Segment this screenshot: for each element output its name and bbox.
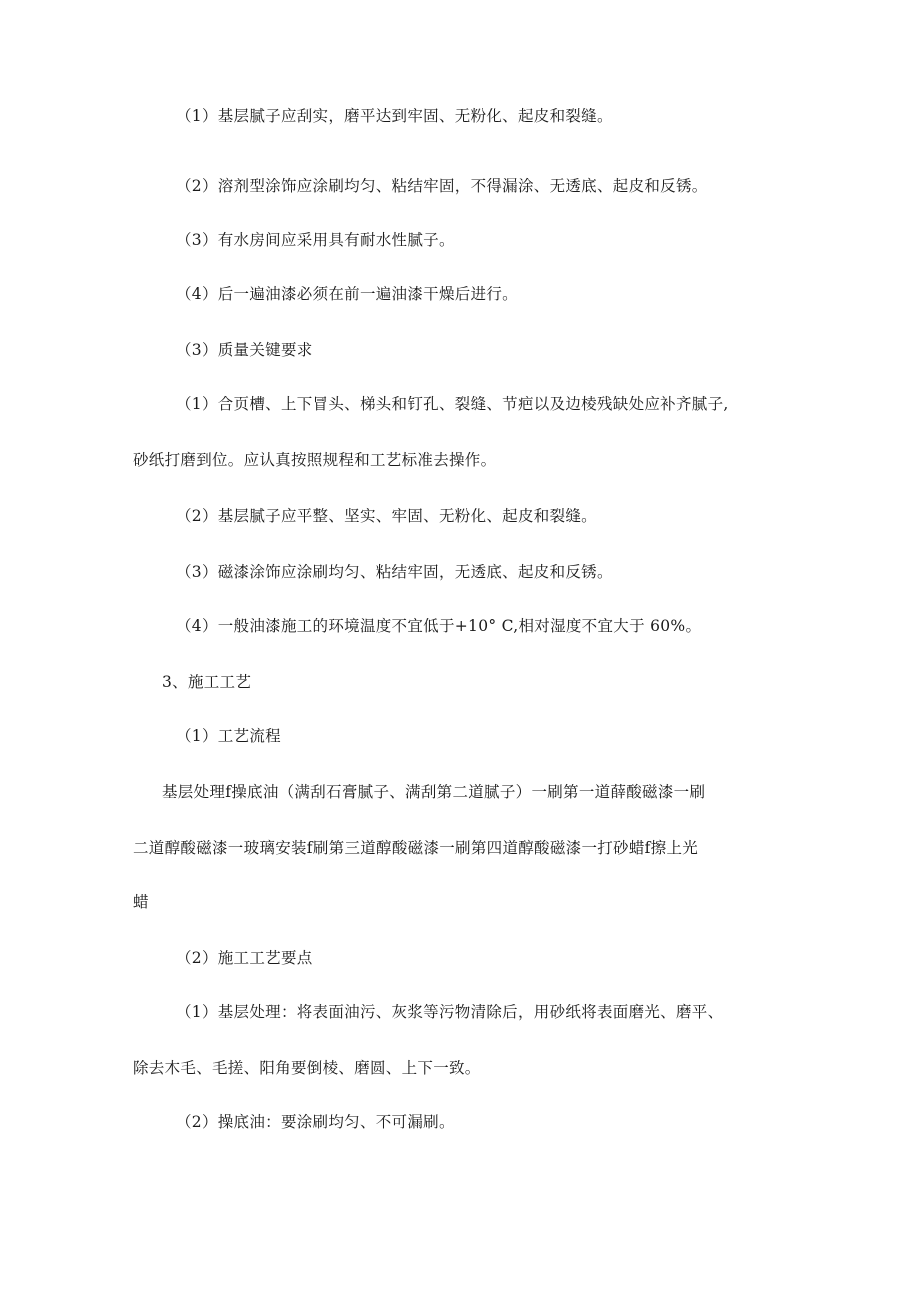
section-heading: （2）施工工艺要点 (176, 949, 313, 967)
paragraph-line: （3）磁漆涂饰应涂刷均匀、粘结牢固，无透底、起皮和反锈。 (176, 563, 613, 581)
paragraph-line: 除去木毛、毛搓、阳角要倒棱、磨圆、上下一致。 (133, 1059, 481, 1077)
paragraph-line: （1）基层处理：将表面油污、灰浆等污物清除后，用砂纸将表面磨光、磨平、 (176, 1003, 724, 1021)
paragraph-line: 砂纸打磨到位。应认真按照规程和工艺标准去操作。 (133, 451, 497, 469)
paragraph-line: （2）溶剂型涂饰应涂刷均匀、粘结牢固，不得漏涂、无透底、起皮和反锈。 (176, 177, 708, 195)
paragraph-line: 基层处理f操底油（满刮石膏腻子、满刮第二道腻子）一刷第一道薛酸磁漆一刷 (162, 783, 706, 801)
paragraph-line: （3）有水房间应采用具有耐水性腻子。 (176, 231, 455, 249)
section-heading: （3）质量关键要求 (176, 341, 313, 359)
paragraph-line: （1）基层腻子应刮实，磨平达到牢固、无粉化、起皮和裂缝。 (176, 107, 613, 125)
paragraph-line: （1）合页槽、上下冒头、梯头和钉孔、裂缝、节疤以及边棱残缺处应补齐腻子, (176, 395, 729, 413)
paragraph-line: （4）后一遍油漆必须在前一遍油漆干燥后进行。 (176, 285, 518, 303)
paragraph-line: （4）一般油漆施工的环境温度不宜低于+10° C,相对湿度不宜大于 60%。 (176, 617, 702, 635)
paragraph-line: （2）基层腻子应平整、坚实、牢固、无粉化、起皮和裂缝。 (176, 507, 597, 525)
section-heading: 3、施工工艺 (162, 673, 252, 691)
section-heading: （1）工艺流程 (176, 727, 281, 745)
paragraph-line: （2）操底油：要涂刷均匀、不可漏刷。 (176, 1113, 455, 1131)
paragraph-line: 二道醇酸磁漆一玻璃安装f刷第三道醇酸磁漆一刷第四道醇酸磁漆一打砂蜡f擦上光 (133, 839, 699, 857)
paragraph-line: 蜡 (133, 893, 149, 911)
